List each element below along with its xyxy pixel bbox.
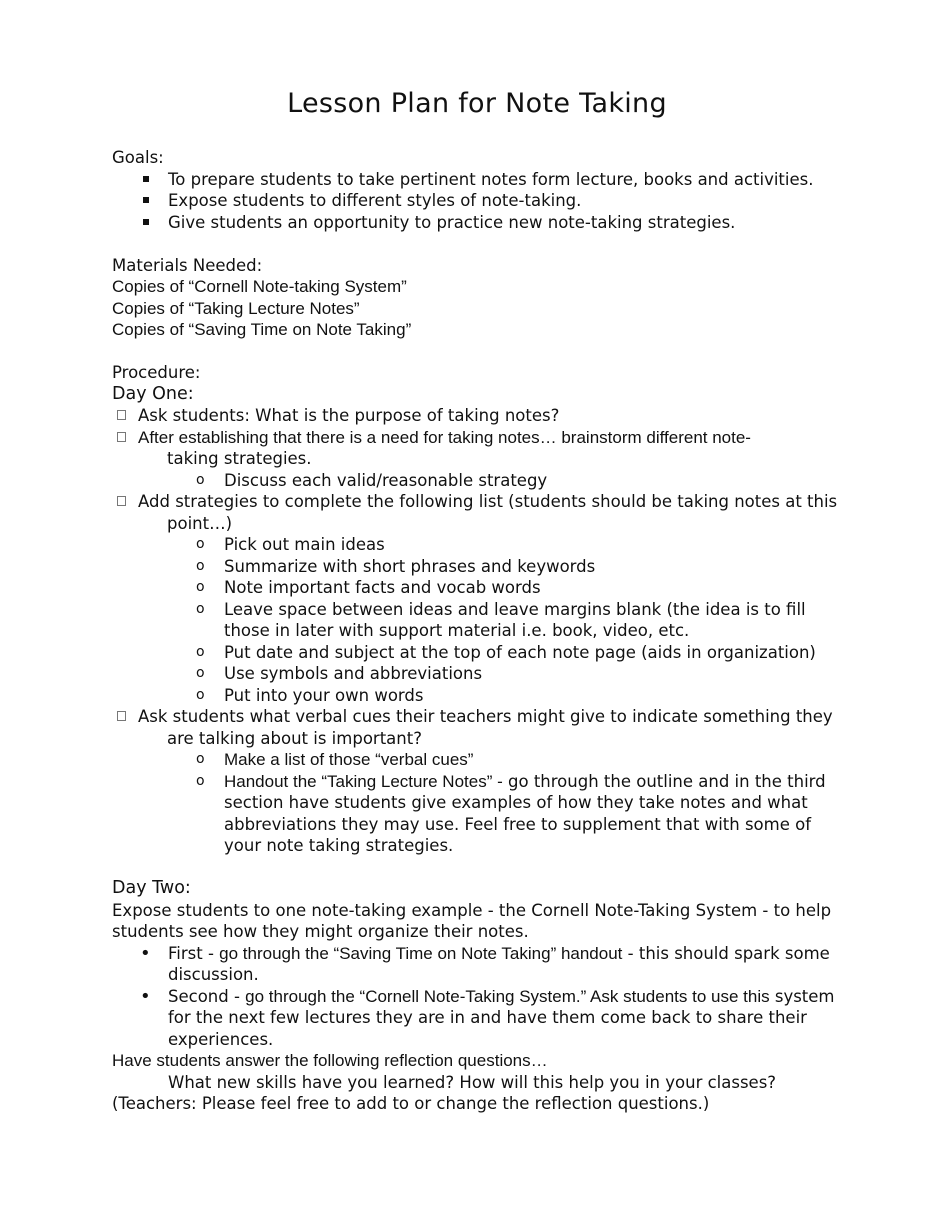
day-two-list (112, 943, 842, 1051)
step-text: Add strategies to complete the following list (students should be taking notes at this (138, 492, 838, 511)
reflection-intro: Have students answer the following reflection questions… (112, 1051, 548, 1070)
step-text-cont: are talking about is important? (167, 728, 422, 748)
day-two-intro: Expose students to one note-taking example - the Cornell Note-Taking System - to help students see how they might organize their notes. (112, 900, 832, 941)
sub-item: o Summarize with short phrases and keywords (112, 556, 842, 578)
sub-item: o Leave space between ideas and leave margins blank (the idea is to fill those in later with support material i.e. book, video, etc. (112, 599, 842, 642)
page-title: Lesson Plan for Note Taking (287, 88, 667, 119)
sub-item: o Pick out main ideas (112, 534, 842, 556)
goal-item: To prepare students to take pertinent notes form lecture, books and activities. (112, 169, 842, 191)
document-page (112, 88, 842, 1115)
material-item: Copies of “Saving Time on Note Taking” (112, 320, 412, 339)
checkbox-icon (117, 496, 126, 506)
step-text: After establishing that there is a need for taking notes… brainstorm different note- (138, 427, 751, 447)
step-text-cont: taking strategies. (167, 449, 312, 468)
sub-item: o Put date and subject at the top of each note page (aids in organization) (112, 642, 842, 664)
step-text: Ask students what verbal cues their teachers might give to indicate something they (138, 707, 833, 726)
sub-list (112, 470, 842, 492)
sub-list (112, 749, 842, 857)
checkbox-icon (117, 432, 126, 442)
sub-list (112, 534, 842, 706)
material-item: Copies of “Cornell Note-taking System” (112, 277, 407, 296)
item-part: system for the next few lectures they are in and have them come back to share their experiences. (168, 986, 835, 1049)
step-text: Ask students: What is the purpose of taking notes? (138, 406, 560, 425)
item-part: go through the “Saving Time on Note Taking” handout (219, 943, 623, 963)
procedure-step (112, 706, 842, 749)
day-one-heading: Day One: (112, 383, 194, 404)
procedure-heading: Procedure: (112, 363, 201, 382)
sub-item-part: Handout the “Taking Lecture Notes” - (224, 771, 503, 791)
sub-item: o Discuss each valid/reasonable strategy (112, 470, 842, 492)
goals-list (112, 169, 842, 234)
goals-heading: Goals: (112, 148, 164, 167)
checkbox-icon (117, 410, 126, 420)
goal-item: Expose students to different styles of note-taking. (112, 190, 842, 212)
teacher-note: (Teachers: Please feel free to add to or change the reflection questions.) (112, 1094, 710, 1113)
item-part: - this should spark some discussion. (168, 943, 830, 984)
sub-item: o Use symbols and abbreviations (112, 663, 842, 685)
day-two-item (112, 943, 842, 986)
procedure-step (112, 427, 842, 470)
day-two-heading: Day Two: (112, 878, 191, 898)
sub-item (112, 771, 842, 857)
procedure-step (112, 405, 842, 427)
sub-item: o Note important facts and vocab words (112, 577, 842, 599)
item-part: First - (168, 943, 220, 963)
reflection-questions: What new skills have you learned? How will this help you in your classes? (168, 1072, 777, 1092)
item-part: go through the “Cornell Note-Taking System.” Ask students to use this (245, 986, 770, 1006)
procedure-step (112, 491, 842, 534)
day-two-item (112, 986, 842, 1051)
materials-heading: Materials Needed: (112, 255, 263, 275)
checkbox-icon (117, 711, 126, 721)
step-text-cont: point…) (167, 513, 233, 533)
sub-item: o Put into your own words (112, 685, 842, 707)
material-item: Copies of “Taking Lecture Notes” (112, 298, 360, 318)
goal-item: Give students an opportunity to practice new note-taking strategies. (112, 212, 842, 234)
sub-item: o Make a list of those “verbal cues” (112, 749, 842, 771)
sub-item-part: go through the outline and in the third section have students give examples of how they take notes and what abbreviations they may use. Feel free to supplement that with some of your note taking strategies. (224, 771, 826, 855)
item-part: Second - (168, 986, 246, 1006)
